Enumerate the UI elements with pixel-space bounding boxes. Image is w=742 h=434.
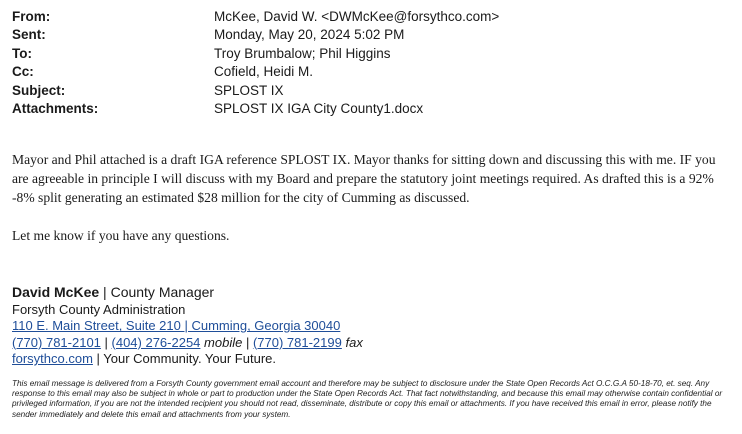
to-value: Troy Brumbalow; Phil Higgins xyxy=(214,45,391,61)
email-signature xyxy=(12,284,732,368)
to-row xyxy=(12,45,732,63)
phone-separator-2: | xyxy=(242,334,253,350)
subject-row xyxy=(12,82,732,100)
legal-disclaimer: This email message is delivered from a Forsyth County government email account and therefore may be subject to disclosure under the State Open Records Act O.C.G.A 50-18-70, et. seq. Any response to this email may also be subject in whole or part to production under the State Open Records Act. That fact notwithstanding, and because this email may otherwise contain confidential or privileged information, if you are not the intended recipient you should not read, disseminate, distribute or copy this email or attachments. If you have received this email in error, please notify the sender immediately and delete this email and attachments from your system. xyxy=(12,379,723,419)
subject-label: Subject: xyxy=(12,82,66,98)
website-link[interactable]: forsythco.com xyxy=(12,351,93,367)
signature-slogan: | Your Community. Your Future. xyxy=(92,351,276,367)
signature-name-line xyxy=(12,284,732,302)
mobile-phone-link[interactable]: (404) 276-2254 xyxy=(111,334,201,350)
signature-separator: | xyxy=(99,284,111,300)
body-paragraph-2: Let me know if you have any questions. xyxy=(12,228,230,243)
mobile-label: mobile xyxy=(200,334,243,350)
signature-address-link[interactable]: 110 E. Main Street, Suite 210 | Cumming, Georgia 30040 xyxy=(12,318,341,334)
signature-website-line xyxy=(12,351,732,368)
fax-phone-link[interactable]: (770) 781-2199 xyxy=(252,334,342,350)
cc-label: Cc: xyxy=(12,64,34,80)
phone-separator-1: | xyxy=(100,334,112,350)
office-phone-link[interactable]: (770) 781-2101 xyxy=(12,334,101,350)
body-paragraph-1: Mayor and Phil attached is a draft IGA reference SPLOST IX. Mayor thanks for sitting down and discussing this with me. IF you are agreeable in principle I will discuss with my Board and prepare the statutory joint meetings required. As drafted this is a 92% -8% split generating an estimated $28 million for the city of Cumming as discussed. xyxy=(12,152,716,205)
attachments-row xyxy=(12,100,732,118)
signature-name: David McKee xyxy=(12,284,100,300)
signature-phone-line xyxy=(12,335,732,352)
signature-org: Forsyth County Administration xyxy=(12,301,186,317)
sent-row xyxy=(12,26,732,44)
fax-label: fax xyxy=(341,334,363,350)
attachments-label: Attachments: xyxy=(12,100,99,116)
to-label: To: xyxy=(12,45,32,61)
cc-row xyxy=(12,63,732,81)
sent-label: Sent: xyxy=(12,27,46,43)
email-body xyxy=(12,150,734,245)
signature-address-line xyxy=(12,318,732,335)
email-header xyxy=(12,8,732,118)
subject-value: SPLOST IX xyxy=(214,82,284,98)
from-row xyxy=(12,8,732,26)
attachment-file[interactable]: SPLOST IX IGA City County1.docx xyxy=(214,100,424,116)
from-value: McKee, David W. <DWMcKee@forsythco.com> xyxy=(214,9,500,24)
signature-title: County Manager xyxy=(110,284,215,300)
sent-value: Monday, May 20, 2024 5:02 PM xyxy=(214,27,405,43)
from-label: From: xyxy=(12,9,51,24)
cc-value: Cofield, Heidi M. xyxy=(214,64,314,80)
